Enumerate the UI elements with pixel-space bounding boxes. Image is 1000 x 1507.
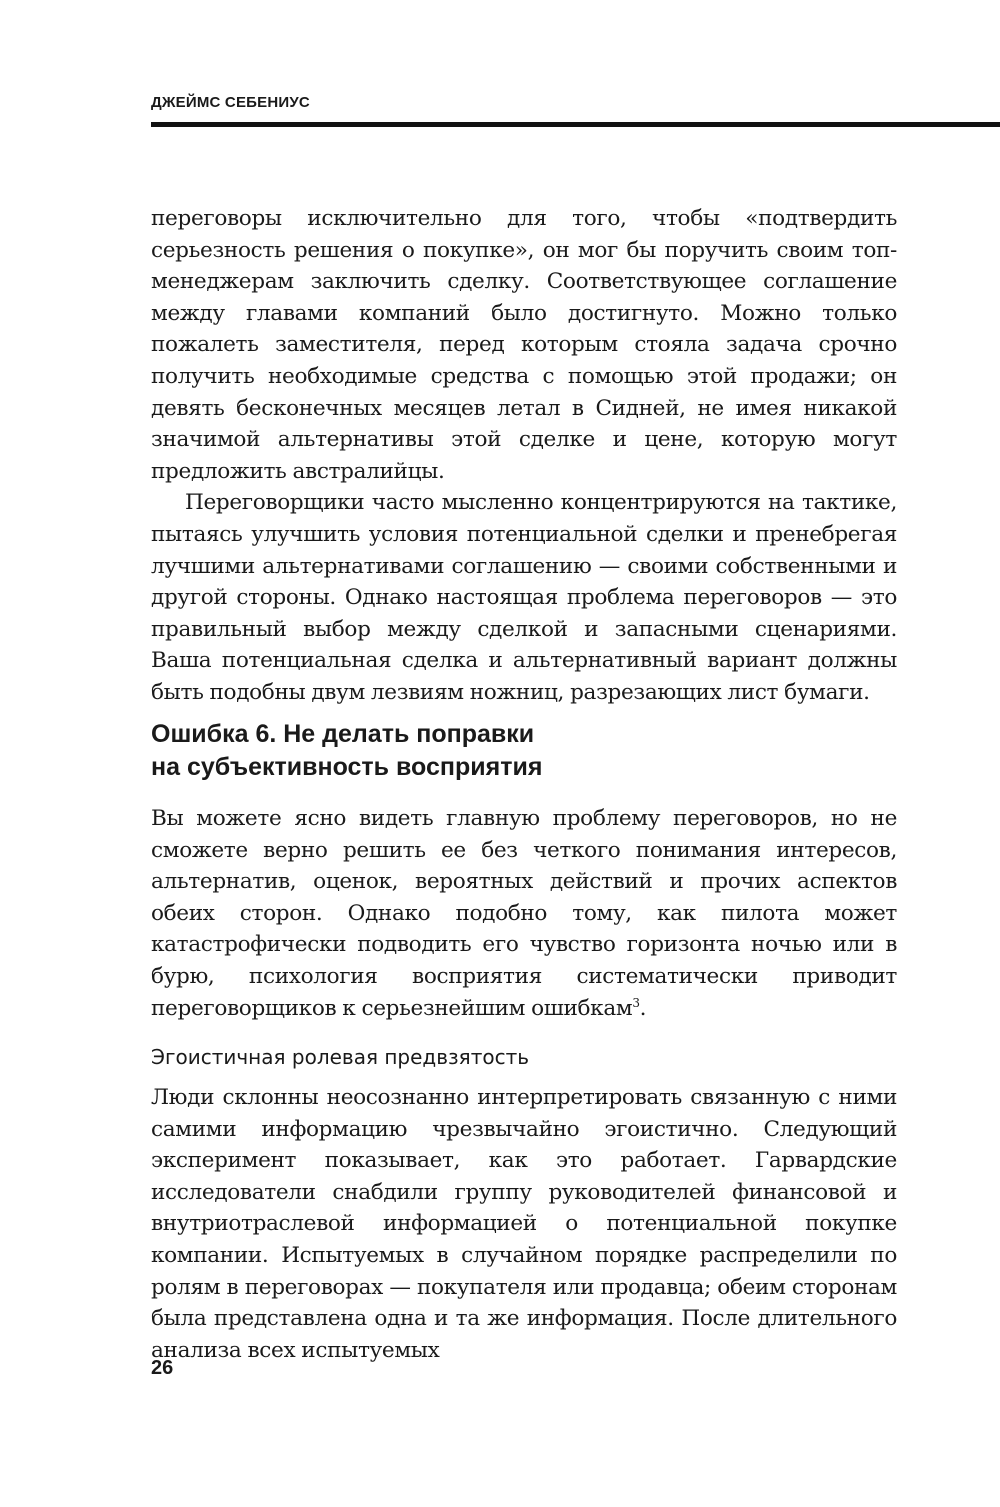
text-block-bottom: [151, 1082, 897, 1366]
paragraph-continuation: переговоры исключительно для того, чтобы «подтвердить серьезность решения о покупке», он мог бы поручить своим топ-менеджерам заключить сделку. Соответствующее соглашение между главами компаний было достигнуто. Можно только пожалеть заместителя, перед которым стояла задача срочно получить необходимые средства с помощью этой продажи; он девять бесконечных месяцев летал в Сидней, не имея никакой значимой альтернативы этой сделке и цене, которую могут предложить австралийцы.: [151, 206, 897, 484]
section-heading: [151, 718, 897, 784]
paragraph-egoistic-bias: Люди склонны неосознанно интерпретировать связанную с ними самими информацию чрезвычайно эгоистично. Следующий эксперимент показывает, как это работает. Гарвардские исследователи снабдили группу руководителей финансовой и внутриотраслевой информацией о потенциальной покупке компании. Испытуемых в случайном порядке распределили по ролям в переговорах — покупателя или продавца; обеим сторонам была представлена одна и та же информация. После длительного анализа всех испытуемых: [151, 1085, 897, 1363]
page-number: 26: [151, 1357, 174, 1379]
section-heading-line1: Ошибка 6. Не делать поправки: [151, 720, 535, 748]
paragraph-perception-text: Вы можете ясно видеть главную проблему переговоров, но не сможете верно решить ее без четкого понимания интересов, альтернатив, оценок, вероятных действий и прочих аспектов обеих сторон. Однако подобно тому, как пилота может катастрофически подводить его чувство горизонта ночью или в бурю, психология восприятия систематически приводит переговорщиков к серьезнейшим ошибкам: [151, 806, 897, 1021]
paragraph-perception-end: .: [639, 995, 647, 1021]
paragraph-perception: [151, 803, 897, 1024]
footnote-marker: 3: [632, 995, 640, 1010]
running-head: ДЖЕЙМС СЕБЕНИУС: [151, 94, 310, 111]
text-block-top: [151, 203, 897, 709]
paragraph-tactics: Переговорщики часто мысленно концентрируются на тактике, пытаясь улучшить условия потенциальной сделки и пренебрегая лучшими альтернативами соглашению — своими собственными и другой стороны. Однако настоящая проблема переговоров — это правильный выбор между сделкой и запасными сценариями. Ваша потенциальная сделка и альтернативный вариант должны быть подобны двум лезвиям ножниц, разрезающих лист бумаги.: [151, 490, 897, 705]
subsection-heading: Эгоистичная ролевая предвзятость: [151, 1045, 530, 1069]
section-heading-line2: на субъективность восприятия: [151, 753, 543, 781]
header-rule: [151, 122, 1000, 127]
text-block-middle: [151, 803, 897, 1024]
